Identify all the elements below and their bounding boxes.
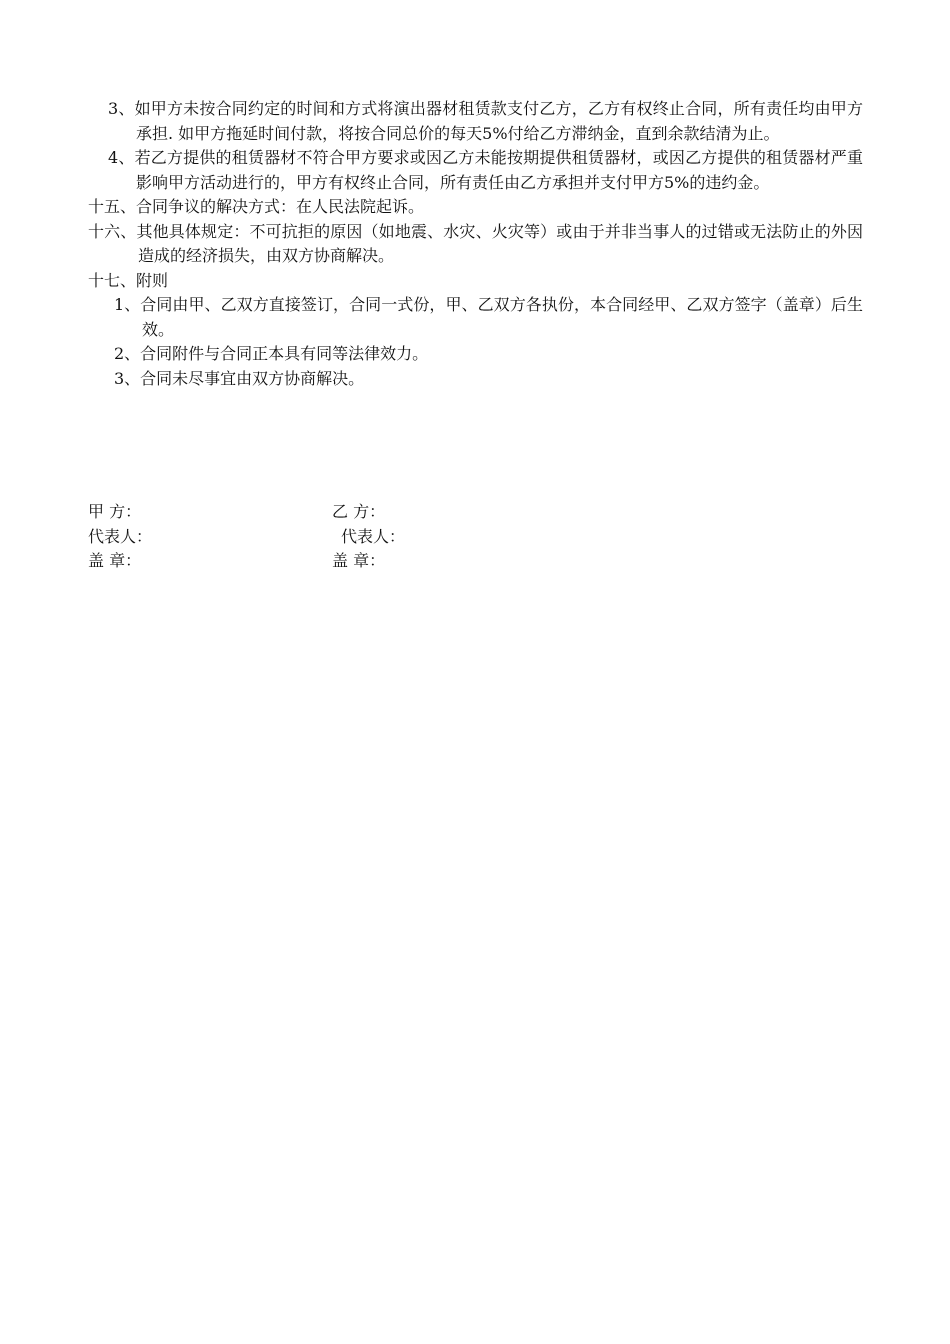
- appendix-item-2: 2、合同附件与合同正本具有同等法律效力。: [114, 344, 429, 363]
- section-17-heading: 十七、附则: [88, 270, 169, 290]
- party-b-label: 乙 方：: [332, 502, 386, 521]
- representative-a-label: 代表人：: [88, 526, 153, 546]
- seal-a-label: 盖 章：: [88, 551, 142, 570]
- section-16-other-provisions: 十六、其他具体规定：不可抗拒的原因（如地震、水灾、火灾等）或由于并非当事人的过错或无法防止的外因造成的经济损失，由双方协商解决。: [88, 221, 863, 265]
- contract-body: [88, 97, 863, 391]
- appendix-item-1: 1、合同由甲、乙双方直接签订，合同一式份，甲、乙双方各执份，本合同经甲、乙双方签字（盖章）后生效。: [114, 295, 863, 339]
- signature-row-party: [88, 500, 588, 525]
- seal-b-label: 盖 章：: [332, 551, 386, 570]
- clause-4-equipment-breach: 4、若乙方提供的租赁器材不符合甲方要求或因乙方未能按期提供租赁器材，或因乙方提供的租赁器材严重影响甲方活动进行的，甲方有权终止合同，所有责任由乙方承担并支付甲方5%的违约金。: [108, 148, 863, 192]
- signature-block: [88, 500, 588, 574]
- signature-row-representative: [88, 525, 588, 550]
- representative-b-label: 代表人：: [341, 526, 406, 546]
- section-15-dispute-resolution: 十五、合同争议的解决方式：在人民法院起诉。: [88, 197, 425, 216]
- party-a-label: 甲 方：: [88, 502, 142, 521]
- appendix-item-3: 3、合同未尽事宜由双方协商解决。: [114, 368, 365, 388]
- clause-3-late-payment: 3、如甲方未按合同约定的时间和方式将演出器材租赁款支付乙方，乙方有权终止合同，所有责任均由甲方承担. 如甲方拖延时间付款，将按合同总价的每天5%付给乙方滞纳金，直到余款结清为止。: [108, 99, 863, 143]
- signature-row-seal: [88, 549, 588, 574]
